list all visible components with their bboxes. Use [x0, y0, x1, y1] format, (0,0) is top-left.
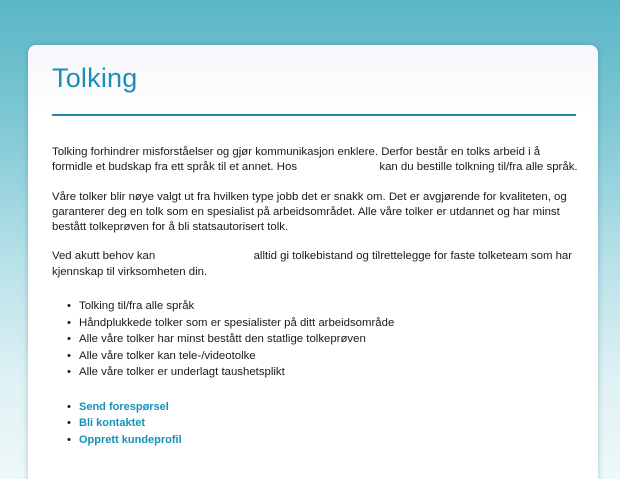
main-content [52, 145, 578, 449]
action-links [52, 400, 578, 450]
urgent-text-part2: alltid gi tolkebistand og tilrettelegge for faste tolketeam som har kjennskap til virksomheten din. [52, 250, 573, 278]
list-item: • Håndplukkede tolker som er spesialister på ditt arbeidsområde [52, 316, 578, 333]
link-item [52, 433, 578, 450]
link-item [52, 400, 578, 417]
page-title: Tolking [52, 63, 138, 93]
content-card [28, 45, 598, 479]
title-divider [52, 114, 576, 116]
list-item: • Alle våre tolker har minst bestått den statlige tolkeprøven [52, 332, 578, 349]
intro-text-part2: kan du bestille tolkning til/fra alle språk. [379, 161, 578, 174]
intro-text-part1: Tolking forhindrer misforståelser og gjør kommunikasjon enklere. Derfor består en tolks arbeid i å formidle et budskap fra ett språk til et annet. Hos [52, 146, 541, 174]
create-customer-profile-link[interactable]: Opprett kundeprofil [79, 433, 182, 446]
link-item [52, 416, 578, 433]
feature-list [52, 299, 578, 382]
urgent-text-part1: Ved akutt behov kan [52, 250, 156, 263]
selection-paragraph: Våre tolker blir nøye valgt ut fra hvilken type jobb det er snakk om. Det er avgjørende for kvaliteten, og garanterer deg en tolk som en spesialist på arbeidsområdet. Alle våre tolker er utdannet og har minst bestått tolkeprøven for å bli statsautorisert tolk. [52, 190, 567, 234]
list-item: • Alle våre tolker kan tele-/videotolke [52, 349, 578, 366]
list-item: • Alle våre tolker er underlagt taushetsplikt [52, 365, 578, 382]
intro-paragraph [52, 145, 578, 176]
send-request-link[interactable]: Send forespørsel [79, 400, 169, 413]
list-item: • Tolking til/fra alle språk [52, 299, 578, 316]
urgent-paragraph [52, 249, 578, 280]
get-contacted-link[interactable]: Bli kontaktet [79, 417, 146, 430]
